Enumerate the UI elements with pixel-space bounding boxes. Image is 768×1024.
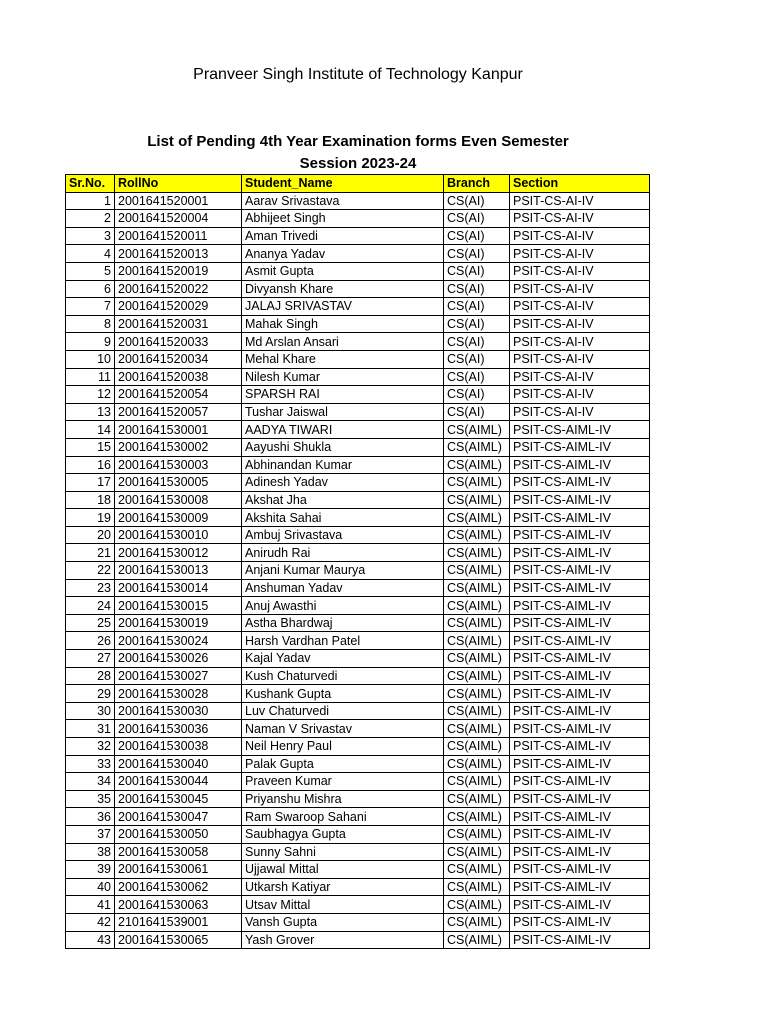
section-cell: PSIT-CS-AIML-IV — [510, 931, 650, 949]
sr-no-cell: 38 — [66, 843, 115, 861]
section-cell: PSIT-CS-AIML-IV — [510, 702, 650, 720]
table-row — [66, 562, 650, 580]
table-row — [66, 368, 650, 386]
column-header-branch: Branch — [444, 175, 510, 193]
branch-cell: CS(AI) — [444, 403, 510, 421]
table-row — [66, 667, 650, 685]
sr-no-cell: 33 — [66, 755, 115, 773]
sr-no-cell: 6 — [66, 280, 115, 298]
roll-no-cell: 2001641530040 — [115, 755, 242, 773]
student-name-cell: JALAJ SRIVASTAV — [242, 298, 444, 316]
student-name-cell: Adinesh Yadav — [242, 474, 444, 492]
table-row — [66, 913, 650, 931]
roll-no-cell: 2001641520029 — [115, 298, 242, 316]
roll-no-cell: 2001641520054 — [115, 386, 242, 404]
student-name-cell: Akshita Sahai — [242, 509, 444, 527]
section-cell: PSIT-CS-AIML-IV — [510, 738, 650, 756]
table-row — [66, 878, 650, 896]
section-cell: PSIT-CS-AIML-IV — [510, 913, 650, 931]
section-cell: PSIT-CS-AIML-IV — [510, 438, 650, 456]
branch-cell: CS(AIML) — [444, 878, 510, 896]
table-row — [66, 650, 650, 668]
sr-no-cell: 8 — [66, 315, 115, 333]
table-row — [66, 685, 650, 703]
section-cell: PSIT-CS-AI-IV — [510, 368, 650, 386]
section-cell: PSIT-CS-AIML-IV — [510, 597, 650, 615]
section-cell: PSIT-CS-AIML-IV — [510, 614, 650, 632]
roll-no-cell: 2001641520019 — [115, 262, 242, 280]
table-row — [66, 227, 650, 245]
branch-cell: CS(AIML) — [444, 755, 510, 773]
student-name-cell: Md Arslan Ansari — [242, 333, 444, 351]
roll-no-cell: 2001641530061 — [115, 861, 242, 879]
student-name-cell: Anjani Kumar Maurya — [242, 562, 444, 580]
section-cell: PSIT-CS-AIML-IV — [510, 861, 650, 879]
branch-cell: CS(AIML) — [444, 650, 510, 668]
table-row — [66, 491, 650, 509]
table-header-row — [66, 175, 650, 193]
student-name-cell: Mahak Singh — [242, 315, 444, 333]
student-name-cell: Abhijeet Singh — [242, 210, 444, 228]
branch-cell: CS(AI) — [444, 262, 510, 280]
student-name-cell: Divyansh Khare — [242, 280, 444, 298]
branch-cell: CS(AI) — [444, 227, 510, 245]
sr-no-cell: 30 — [66, 702, 115, 720]
sr-no-cell: 19 — [66, 509, 115, 527]
table-row — [66, 755, 650, 773]
section-cell: PSIT-CS-AIML-IV — [510, 773, 650, 791]
sr-no-cell: 21 — [66, 544, 115, 562]
sr-no-cell: 43 — [66, 931, 115, 949]
document-title: List of Pending 4th Year Examination forms Even Semester — [147, 133, 569, 150]
table-row — [66, 896, 650, 914]
roll-no-cell: 2001641520001 — [115, 192, 242, 210]
roll-no-cell: 2001641530065 — [115, 931, 242, 949]
branch-cell: CS(AIML) — [444, 509, 510, 527]
branch-cell: CS(AIML) — [444, 843, 510, 861]
roll-no-cell: 2001641530013 — [115, 562, 242, 580]
student-name-cell: Utsav Mittal — [242, 896, 444, 914]
student-name-cell: Anshuman Yadav — [242, 579, 444, 597]
roll-no-cell: 2001641520022 — [115, 280, 242, 298]
section-cell: PSIT-CS-AIML-IV — [510, 685, 650, 703]
branch-cell: CS(AIML) — [444, 861, 510, 879]
branch-cell: CS(AIML) — [444, 474, 510, 492]
roll-no-cell: 2001641530010 — [115, 526, 242, 544]
section-cell: PSIT-CS-AIML-IV — [510, 509, 650, 527]
roll-no-cell: 2001641530014 — [115, 579, 242, 597]
branch-cell: CS(AIML) — [444, 562, 510, 580]
student-name-cell: Harsh Vardhan Patel — [242, 632, 444, 650]
student-name-cell: Asmit Gupta — [242, 262, 444, 280]
section-cell: PSIT-CS-AIML-IV — [510, 474, 650, 492]
table-row — [66, 509, 650, 527]
sr-no-cell: 39 — [66, 861, 115, 879]
section-cell: PSIT-CS-AIML-IV — [510, 896, 650, 914]
table-row — [66, 702, 650, 720]
roll-no-cell: 2001641530028 — [115, 685, 242, 703]
branch-cell: CS(AIML) — [444, 579, 510, 597]
sr-no-cell: 42 — [66, 913, 115, 931]
column-header-student-name: Student_Name — [242, 175, 444, 193]
roll-no-cell: 2001641530002 — [115, 438, 242, 456]
roll-no-cell: 2001641530001 — [115, 421, 242, 439]
section-cell: PSIT-CS-AI-IV — [510, 386, 650, 404]
table-row — [66, 438, 650, 456]
section-cell: PSIT-CS-AIML-IV — [510, 544, 650, 562]
branch-cell: CS(AIML) — [444, 773, 510, 791]
section-cell: PSIT-CS-AI-IV — [510, 227, 650, 245]
branch-cell: CS(AI) — [444, 192, 510, 210]
sr-no-cell: 18 — [66, 491, 115, 509]
student-name-cell: Kushank Gupta — [242, 685, 444, 703]
branch-cell: CS(AIML) — [444, 738, 510, 756]
roll-no-cell: 2001641530036 — [115, 720, 242, 738]
table-row — [66, 298, 650, 316]
roll-no-cell: 2001641530026 — [115, 650, 242, 668]
sr-no-cell: 26 — [66, 632, 115, 650]
student-name-cell: Mehal Khare — [242, 350, 444, 368]
roll-no-cell: 2001641520038 — [115, 368, 242, 386]
sr-no-cell: 15 — [66, 438, 115, 456]
section-cell: PSIT-CS-AI-IV — [510, 280, 650, 298]
table-row — [66, 280, 650, 298]
student-name-cell: Utkarsh Katiyar — [242, 878, 444, 896]
roll-no-cell: 2001641530003 — [115, 456, 242, 474]
student-name-cell: Kush Chaturvedi — [242, 667, 444, 685]
student-name-cell: Praveen Kumar — [242, 773, 444, 791]
branch-cell: CS(AIML) — [444, 614, 510, 632]
table-row — [66, 192, 650, 210]
roll-no-cell: 2001641530063 — [115, 896, 242, 914]
sr-no-cell: 11 — [66, 368, 115, 386]
roll-no-cell: 2001641530005 — [115, 474, 242, 492]
student-name-cell: Priyanshu Mishra — [242, 790, 444, 808]
student-name-cell: Vansh Gupta — [242, 913, 444, 931]
roll-no-cell: 2001641530062 — [115, 878, 242, 896]
sr-no-cell: 17 — [66, 474, 115, 492]
roll-no-cell: 2001641530012 — [115, 544, 242, 562]
student-name-cell: Yash Grover — [242, 931, 444, 949]
branch-cell: CS(AIML) — [444, 720, 510, 738]
student-name-cell: Palak Gupta — [242, 755, 444, 773]
table-row — [66, 350, 650, 368]
section-cell: PSIT-CS-AI-IV — [510, 298, 650, 316]
student-name-cell: Naman V Srivastav — [242, 720, 444, 738]
table-row — [66, 825, 650, 843]
branch-cell: CS(AIML) — [444, 632, 510, 650]
roll-no-cell: 2001641520031 — [115, 315, 242, 333]
section-cell: PSIT-CS-AIML-IV — [510, 720, 650, 738]
branch-cell: CS(AI) — [444, 245, 510, 263]
student-name-cell: Neil Henry Paul — [242, 738, 444, 756]
sr-no-cell: 29 — [66, 685, 115, 703]
sr-no-cell: 13 — [66, 403, 115, 421]
sr-no-cell: 40 — [66, 878, 115, 896]
student-name-cell: Sunny Sahni — [242, 843, 444, 861]
section-cell: PSIT-CS-AI-IV — [510, 403, 650, 421]
table-row — [66, 861, 650, 879]
branch-cell: CS(AI) — [444, 280, 510, 298]
table-row — [66, 720, 650, 738]
student-name-cell: Astha Bhardwaj — [242, 614, 444, 632]
student-name-cell: Ujjawal Mittal — [242, 861, 444, 879]
section-cell: PSIT-CS-AIML-IV — [510, 491, 650, 509]
table-row — [66, 333, 650, 351]
roll-no-cell: 2001641520034 — [115, 350, 242, 368]
section-cell: PSIT-CS-AIML-IV — [510, 562, 650, 580]
table-row — [66, 526, 650, 544]
branch-cell: CS(AIML) — [444, 790, 510, 808]
table-row — [66, 245, 650, 263]
column-header-rollno: RollNo — [115, 175, 242, 193]
branch-cell: CS(AIML) — [444, 456, 510, 474]
branch-cell: CS(AI) — [444, 350, 510, 368]
sr-no-cell: 41 — [66, 896, 115, 914]
student-name-cell: Ambuj Srivastava — [242, 526, 444, 544]
section-cell: PSIT-CS-AIML-IV — [510, 808, 650, 826]
section-cell: PSIT-CS-AIML-IV — [510, 755, 650, 773]
pending-forms-table — [65, 174, 650, 949]
section-cell: PSIT-CS-AIML-IV — [510, 825, 650, 843]
table-row — [66, 262, 650, 280]
roll-no-cell: 2001641520011 — [115, 227, 242, 245]
sr-no-cell: 35 — [66, 790, 115, 808]
sr-no-cell: 20 — [66, 526, 115, 544]
sr-no-cell: 37 — [66, 825, 115, 843]
branch-cell: CS(AI) — [444, 298, 510, 316]
sr-no-cell: 36 — [66, 808, 115, 826]
roll-no-cell: 2101641539001 — [115, 913, 242, 931]
section-cell: PSIT-CS-AI-IV — [510, 315, 650, 333]
sr-no-cell: 12 — [66, 386, 115, 404]
table-row — [66, 808, 650, 826]
sr-no-cell: 2 — [66, 210, 115, 228]
branch-cell: CS(AIML) — [444, 421, 510, 439]
sr-no-cell: 22 — [66, 562, 115, 580]
sr-no-cell: 34 — [66, 773, 115, 791]
student-name-cell: Nilesh Kumar — [242, 368, 444, 386]
branch-cell: CS(AIML) — [444, 597, 510, 615]
roll-no-cell: 2001641530038 — [115, 738, 242, 756]
sr-no-cell: 32 — [66, 738, 115, 756]
branch-cell: CS(AIML) — [444, 702, 510, 720]
sr-no-cell: 7 — [66, 298, 115, 316]
sr-no-cell: 28 — [66, 667, 115, 685]
sr-no-cell: 5 — [66, 262, 115, 280]
table-row — [66, 738, 650, 756]
sr-no-cell: 3 — [66, 227, 115, 245]
roll-no-cell: 2001641530009 — [115, 509, 242, 527]
roll-no-cell: 2001641530030 — [115, 702, 242, 720]
sr-no-cell: 4 — [66, 245, 115, 263]
student-name-cell: Akshat Jha — [242, 491, 444, 509]
branch-cell: CS(AIML) — [444, 825, 510, 843]
section-cell: PSIT-CS-AI-IV — [510, 192, 650, 210]
sr-no-cell: 1 — [66, 192, 115, 210]
branch-cell: CS(AIML) — [444, 438, 510, 456]
roll-no-cell: 2001641530044 — [115, 773, 242, 791]
section-cell: PSIT-CS-AIML-IV — [510, 421, 650, 439]
table-row — [66, 421, 650, 439]
section-cell: PSIT-CS-AIML-IV — [510, 650, 650, 668]
roll-no-cell: 2001641520057 — [115, 403, 242, 421]
student-name-cell: Aman Trivedi — [242, 227, 444, 245]
table-row — [66, 597, 650, 615]
table-row — [66, 579, 650, 597]
roll-no-cell: 2001641520004 — [115, 210, 242, 228]
roll-no-cell: 2001641530015 — [115, 597, 242, 615]
table-row — [66, 614, 650, 632]
sr-no-cell: 31 — [66, 720, 115, 738]
table-row — [66, 773, 650, 791]
section-cell: PSIT-CS-AIML-IV — [510, 667, 650, 685]
branch-cell: CS(AIML) — [444, 685, 510, 703]
section-cell: PSIT-CS-AIML-IV — [510, 456, 650, 474]
student-name-cell: Abhinandan Kumar — [242, 456, 444, 474]
roll-no-cell: 2001641520013 — [115, 245, 242, 263]
branch-cell: CS(AIML) — [444, 808, 510, 826]
branch-cell: CS(AIML) — [444, 931, 510, 949]
roll-no-cell: 2001641530047 — [115, 808, 242, 826]
student-name-cell: Aarav Srivastava — [242, 192, 444, 210]
branch-cell: CS(AI) — [444, 368, 510, 386]
section-cell: PSIT-CS-AIML-IV — [510, 843, 650, 861]
table-row — [66, 544, 650, 562]
sr-no-cell: 14 — [66, 421, 115, 439]
table-row — [66, 474, 650, 492]
section-cell: PSIT-CS-AIML-IV — [510, 790, 650, 808]
institute-name: Pranveer Singh Institute of Technology Kanpur — [193, 66, 523, 83]
section-cell: PSIT-CS-AIML-IV — [510, 878, 650, 896]
roll-no-cell: 2001641530050 — [115, 825, 242, 843]
session-subtitle: Session 2023-24 — [299, 155, 417, 172]
student-name-cell: Kajal Yadav — [242, 650, 444, 668]
branch-cell: CS(AIML) — [444, 544, 510, 562]
table-row — [66, 632, 650, 650]
roll-no-cell: 2001641530008 — [115, 491, 242, 509]
sr-no-cell: 16 — [66, 456, 115, 474]
table-row — [66, 210, 650, 228]
table-row — [66, 843, 650, 861]
roll-no-cell: 2001641530027 — [115, 667, 242, 685]
section-cell: PSIT-CS-AI-IV — [510, 333, 650, 351]
student-name-cell: Saubhagya Gupta — [242, 825, 444, 843]
sr-no-cell: 10 — [66, 350, 115, 368]
roll-no-cell: 2001641530045 — [115, 790, 242, 808]
student-name-cell: Aayushi Shukla — [242, 438, 444, 456]
branch-cell: CS(AIML) — [444, 491, 510, 509]
table-row — [66, 790, 650, 808]
section-cell: PSIT-CS-AI-IV — [510, 245, 650, 263]
student-name-cell: Ananya Yadav — [242, 245, 444, 263]
table-row — [66, 931, 650, 949]
column-header-srno: Sr.No. — [66, 175, 115, 193]
column-header-section: Section — [510, 175, 650, 193]
branch-cell: CS(AIML) — [444, 526, 510, 544]
sr-no-cell: 24 — [66, 597, 115, 615]
sr-no-cell: 27 — [66, 650, 115, 668]
branch-cell: CS(AI) — [444, 386, 510, 404]
student-name-cell: Tushar Jaiswal — [242, 403, 444, 421]
roll-no-cell: 2001641520033 — [115, 333, 242, 351]
student-name-cell: Anuj Awasthi — [242, 597, 444, 615]
table-row — [66, 386, 650, 404]
table-row — [66, 403, 650, 421]
branch-cell: CS(AIML) — [444, 896, 510, 914]
section-cell: PSIT-CS-AIML-IV — [510, 579, 650, 597]
section-cell: PSIT-CS-AIML-IV — [510, 526, 650, 544]
student-name-cell: Anirudh Rai — [242, 544, 444, 562]
branch-cell: CS(AI) — [444, 333, 510, 351]
sr-no-cell: 23 — [66, 579, 115, 597]
branch-cell: CS(AIML) — [444, 913, 510, 931]
table-row — [66, 315, 650, 333]
roll-no-cell: 2001641530019 — [115, 614, 242, 632]
student-name-cell: AADYA TIWARI — [242, 421, 444, 439]
roll-no-cell: 2001641530024 — [115, 632, 242, 650]
branch-cell: CS(AI) — [444, 210, 510, 228]
student-name-cell: SPARSH RAI — [242, 386, 444, 404]
sr-no-cell: 9 — [66, 333, 115, 351]
section-cell: PSIT-CS-AI-IV — [510, 350, 650, 368]
section-cell: PSIT-CS-AI-IV — [510, 210, 650, 228]
section-cell: PSIT-CS-AI-IV — [510, 262, 650, 280]
student-name-cell: Ram Swaroop Sahani — [242, 808, 444, 826]
table-row — [66, 456, 650, 474]
sr-no-cell: 25 — [66, 614, 115, 632]
table-body — [66, 192, 650, 949]
section-cell: PSIT-CS-AIML-IV — [510, 632, 650, 650]
branch-cell: CS(AI) — [444, 315, 510, 333]
student-name-cell: Luv Chaturvedi — [242, 702, 444, 720]
branch-cell: CS(AIML) — [444, 667, 510, 685]
roll-no-cell: 2001641530058 — [115, 843, 242, 861]
